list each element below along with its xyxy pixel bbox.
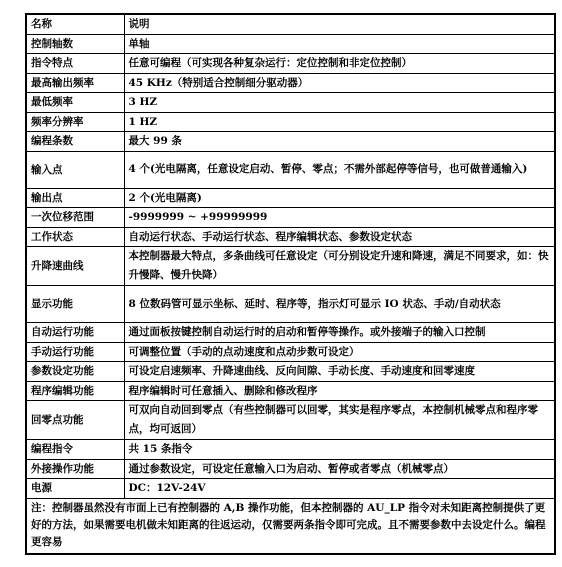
table-row xyxy=(26,73,555,93)
row-name-cell: 升降速曲线 xyxy=(26,247,124,286)
row-name-cell: 外接操作功能 xyxy=(26,459,124,479)
spec-table xyxy=(25,13,556,555)
note-cell: 注：控制器虽然没有市面上已有控制器的 A,B 操作功能，但本控制器的 AU_LP 指令对未知距离控制提供了更好的方法，如果需要电机做未知距离的往返运动，仅需要两条指令即可完成。且不需要参数中去设定什么。编程更容易 xyxy=(26,498,555,554)
row-desc-cell: 45 KHz（特别适合控制细分驱动器） xyxy=(124,73,555,93)
table-row xyxy=(26,112,555,132)
table-row xyxy=(26,208,555,228)
row-name-cell: 程序编辑功能 xyxy=(26,381,124,401)
row-name-cell: 输入点 xyxy=(26,151,124,188)
table-row xyxy=(26,93,555,113)
table-header-row xyxy=(26,14,555,34)
row-desc-cell: 可设定启速频率、升降速曲线、反向间隙、手动长度、手动速度和回零速度 xyxy=(124,362,555,382)
table-row xyxy=(26,227,555,247)
table-row xyxy=(26,132,555,152)
table-row xyxy=(26,459,555,479)
table-row xyxy=(26,286,555,323)
table-row xyxy=(26,151,555,188)
row-name-cell: 频率分辨率 xyxy=(26,112,124,132)
row-desc-cell: 3 HZ xyxy=(124,93,555,113)
row-name-cell: 控制轴数 xyxy=(26,34,124,54)
row-name-cell: 最高输出频率 xyxy=(26,73,124,93)
row-desc-cell: 自动运行状态、手动运行状态、程序编辑状态、参数设定状态 xyxy=(124,227,555,247)
row-desc-cell: 程序编辑时可任意插入、删除和修改程序 xyxy=(124,381,555,401)
row-desc-cell: 任意可编程（可实现各种复杂运行：定位控制和非定位控制） xyxy=(124,54,555,74)
row-desc-cell: 8 位数码管可显示坐标、延时、程序等，指示灯可显示 IO 状态、手动/自动状态 xyxy=(124,286,555,323)
row-name-cell: 工作状态 xyxy=(26,227,124,247)
row-desc-cell: 本控制器最大特点，多条曲线可任意设定（可分别设定升速和降速，满足不同要求，如：快升慢降、慢升快降） xyxy=(124,247,555,286)
row-name-cell: 输出点 xyxy=(26,188,124,208)
table-row xyxy=(26,401,555,440)
row-name-cell: 电源 xyxy=(26,479,124,499)
row-desc-cell: 共 15 条指令 xyxy=(124,440,555,460)
row-desc-cell: -9999999 ~ +99999999 xyxy=(124,208,555,228)
row-desc-cell: 1 HZ xyxy=(124,112,555,132)
row-name-cell: 显示功能 xyxy=(26,286,124,323)
table-row xyxy=(26,188,555,208)
row-name-cell: 自动运行功能 xyxy=(26,323,124,343)
row-name-cell: 指令特点 xyxy=(26,54,124,74)
spec-sheet xyxy=(25,13,554,555)
table-row xyxy=(26,479,555,499)
row-desc-cell: 通过面板按键控制自动运行时的启动和暂停等操作。或外接端子的输入口控制 xyxy=(124,323,555,343)
table-row xyxy=(26,323,555,343)
row-name-cell: 最低频率 xyxy=(26,93,124,113)
row-desc-cell: 可双向自动回到零点（有些控制器可以回零，其实是程序零点，本控制机械零点和程序零点，均可返回） xyxy=(124,401,555,440)
row-name-cell: 一次位移范围 xyxy=(26,208,124,228)
table-row xyxy=(26,381,555,401)
row-name-cell: 编程条数 xyxy=(26,132,124,152)
table-row xyxy=(26,362,555,382)
row-desc-cell: 可调整位置（手动的点动速度和点动步数可设定） xyxy=(124,342,555,362)
row-name-cell: 手动运行功能 xyxy=(26,342,124,362)
table-row xyxy=(26,342,555,362)
row-desc-cell: 2 个(光电隔离) xyxy=(124,188,555,208)
header-name-cell: 名称 xyxy=(26,14,124,34)
table-row xyxy=(26,34,555,54)
row-desc-cell: DC：12V-24V xyxy=(124,479,555,499)
table-row xyxy=(26,440,555,460)
row-desc-cell: 最大 99 条 xyxy=(124,132,555,152)
note-row xyxy=(26,498,555,554)
row-name-cell: 编程指令 xyxy=(26,440,124,460)
header-desc-cell: 说明 xyxy=(124,14,555,34)
row-desc-cell: 通过参数设定，可设定任意输入口为启动、暂停或者零点（机械零点） xyxy=(124,459,555,479)
row-desc-cell: 单轴 xyxy=(124,34,555,54)
row-desc-cell: 4 个(光电隔离，任意设定启动、暂停、零点；不需外部起停等信号，也可做普通输入) xyxy=(124,151,555,188)
row-name-cell: 回零点功能 xyxy=(26,401,124,440)
row-name-cell: 参数设定功能 xyxy=(26,362,124,382)
table-row xyxy=(26,54,555,74)
table-row xyxy=(26,247,555,286)
